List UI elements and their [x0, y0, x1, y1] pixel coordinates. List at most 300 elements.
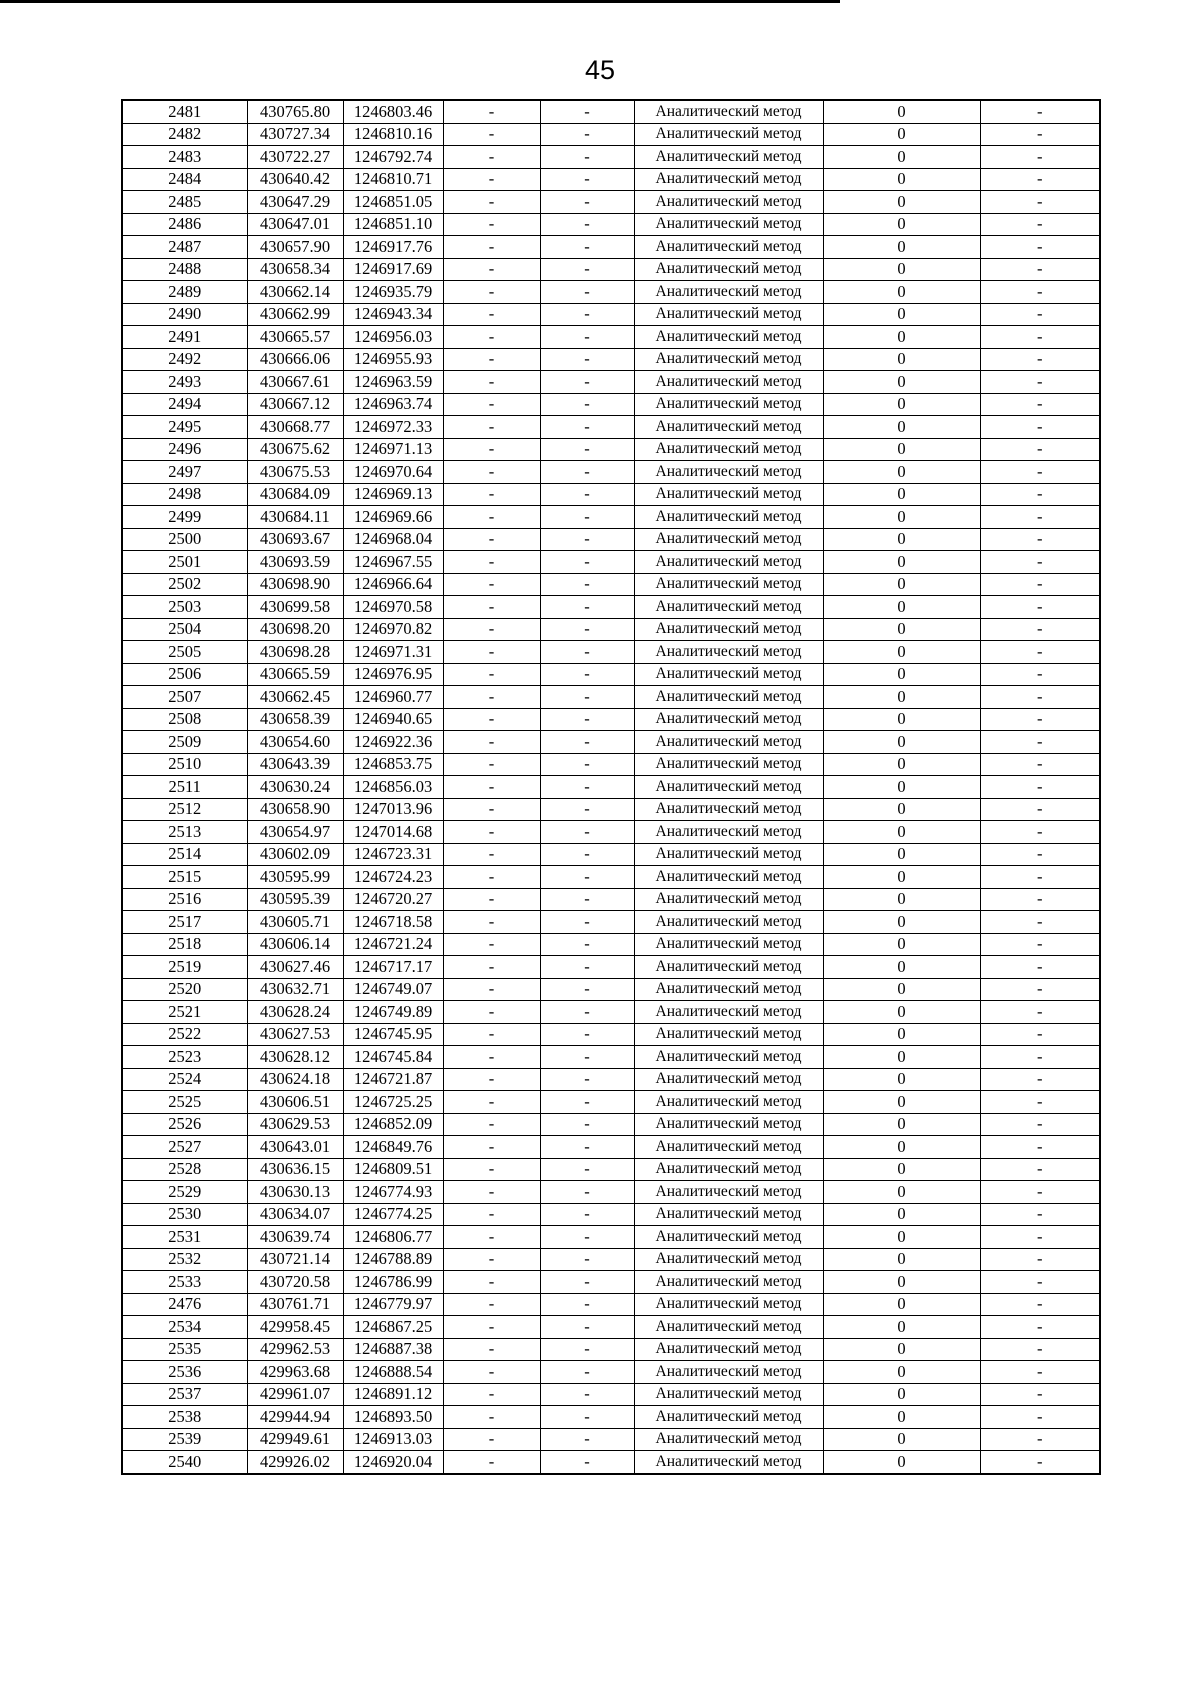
- method-cell: Аналитический метод: [634, 1271, 823, 1294]
- empty-col-8-cell: -: [980, 168, 1100, 191]
- method-cell: Аналитический метод: [634, 753, 823, 776]
- empty-col-4-cell: -: [443, 416, 540, 439]
- method-cell: Аналитический метод: [634, 1361, 823, 1384]
- x-coordinate-cell: 430666.06: [247, 348, 343, 371]
- empty-col-5-cell: -: [540, 236, 634, 259]
- x-coordinate-cell: 430628.12: [247, 1046, 343, 1069]
- empty-col-8-cell: -: [980, 371, 1100, 394]
- empty-col-8-cell: -: [980, 798, 1100, 821]
- point-number-cell: 2515: [122, 866, 247, 889]
- point-number-cell: 2528: [122, 1158, 247, 1181]
- method-cell: Аналитический метод: [634, 303, 823, 326]
- point-number-cell: 2519: [122, 956, 247, 979]
- x-coordinate-cell: 430667.61: [247, 371, 343, 394]
- empty-col-8-cell: -: [980, 1361, 1100, 1384]
- error-value-cell: 0: [823, 371, 980, 394]
- method-cell: Аналитический метод: [634, 1383, 823, 1406]
- y-coordinate-cell: 1246966.64: [343, 573, 443, 596]
- table-row: [122, 641, 1100, 664]
- method-cell: Аналитический метод: [634, 978, 823, 1001]
- table-row: [122, 191, 1100, 214]
- empty-col-4-cell: -: [443, 100, 540, 123]
- point-number-cell: 2492: [122, 348, 247, 371]
- x-coordinate-cell: 430634.07: [247, 1203, 343, 1226]
- empty-col-8-cell: -: [980, 911, 1100, 934]
- table-row: [122, 528, 1100, 551]
- empty-col-5-cell: -: [540, 708, 634, 731]
- empty-col-4-cell: -: [443, 551, 540, 574]
- empty-col-8-cell: -: [980, 731, 1100, 754]
- empty-col-8-cell: -: [980, 213, 1100, 236]
- empty-col-5-cell: -: [540, 1001, 634, 1024]
- empty-col-4-cell: -: [443, 798, 540, 821]
- error-value-cell: 0: [823, 393, 980, 416]
- y-coordinate-cell: 1246724.23: [343, 866, 443, 889]
- empty-col-8-cell: -: [980, 663, 1100, 686]
- empty-col-5-cell: -: [540, 1113, 634, 1136]
- method-cell: Аналитический метод: [634, 888, 823, 911]
- error-value-cell: 0: [823, 708, 980, 731]
- empty-col-5-cell: -: [540, 281, 634, 304]
- empty-col-4-cell: -: [443, 1428, 540, 1451]
- x-coordinate-cell: 430657.90: [247, 236, 343, 259]
- method-cell: Аналитический метод: [634, 1181, 823, 1204]
- x-coordinate-cell: 429944.94: [247, 1406, 343, 1429]
- empty-col-8-cell: -: [980, 258, 1100, 281]
- point-number-cell: 2507: [122, 686, 247, 709]
- x-coordinate-cell: 430761.71: [247, 1293, 343, 1316]
- y-coordinate-cell: 1246969.13: [343, 483, 443, 506]
- error-value-cell: 0: [823, 1203, 980, 1226]
- method-cell: Аналитический метод: [634, 1091, 823, 1114]
- x-coordinate-cell: 430721.14: [247, 1248, 343, 1271]
- empty-col-5-cell: -: [540, 1068, 634, 1091]
- y-coordinate-cell: 1246851.10: [343, 213, 443, 236]
- y-coordinate-cell: 1246893.50: [343, 1406, 443, 1429]
- error-value-cell: 0: [823, 1338, 980, 1361]
- point-number-cell: 2527: [122, 1136, 247, 1159]
- empty-col-8-cell: -: [980, 1293, 1100, 1316]
- empty-col-4-cell: -: [443, 753, 540, 776]
- table-row: [122, 416, 1100, 439]
- empty-col-8-cell: -: [980, 708, 1100, 731]
- empty-col-4-cell: -: [443, 348, 540, 371]
- y-coordinate-cell: 1246913.03: [343, 1428, 443, 1451]
- empty-col-8-cell: -: [980, 1271, 1100, 1294]
- empty-col-4-cell: -: [443, 776, 540, 799]
- table-row: [122, 461, 1100, 484]
- empty-col-4-cell: -: [443, 843, 540, 866]
- x-coordinate-cell: 430727.34: [247, 123, 343, 146]
- empty-col-5-cell: -: [540, 100, 634, 123]
- error-value-cell: 0: [823, 1226, 980, 1249]
- empty-col-5-cell: -: [540, 1158, 634, 1181]
- empty-col-5-cell: -: [540, 1046, 634, 1069]
- method-cell: Аналитический метод: [634, 438, 823, 461]
- error-value-cell: 0: [823, 1316, 980, 1339]
- error-value-cell: 0: [823, 1181, 980, 1204]
- method-cell: Аналитический метод: [634, 1226, 823, 1249]
- point-number-cell: 2501: [122, 551, 247, 574]
- table-row: [122, 1338, 1100, 1361]
- error-value-cell: 0: [823, 1136, 980, 1159]
- empty-col-5-cell: -: [540, 663, 634, 686]
- x-coordinate-cell: 430628.24: [247, 1001, 343, 1024]
- method-cell: Аналитический метод: [634, 708, 823, 731]
- x-coordinate-cell: 430654.60: [247, 731, 343, 754]
- error-value-cell: 0: [823, 1451, 980, 1474]
- x-coordinate-cell: 430636.15: [247, 1158, 343, 1181]
- error-value-cell: 0: [823, 191, 980, 214]
- empty-col-4-cell: -: [443, 461, 540, 484]
- y-coordinate-cell: 1246968.04: [343, 528, 443, 551]
- point-number-cell: 2533: [122, 1271, 247, 1294]
- method-cell: Аналитический метод: [634, 1113, 823, 1136]
- coordinates-table: [121, 99, 1101, 1475]
- empty-col-8-cell: -: [980, 236, 1100, 259]
- empty-col-5-cell: -: [540, 551, 634, 574]
- error-value-cell: 0: [823, 956, 980, 979]
- point-number-cell: 2536: [122, 1361, 247, 1384]
- method-cell: Аналитический метод: [634, 911, 823, 934]
- x-coordinate-cell: 429958.45: [247, 1316, 343, 1339]
- empty-col-8-cell: -: [980, 1451, 1100, 1474]
- y-coordinate-cell: 1246956.03: [343, 326, 443, 349]
- y-coordinate-cell: 1246717.17: [343, 956, 443, 979]
- empty-col-5-cell: -: [540, 1226, 634, 1249]
- empty-col-5-cell: -: [540, 933, 634, 956]
- method-cell: Аналитический метод: [634, 573, 823, 596]
- point-number-cell: 2482: [122, 123, 247, 146]
- empty-col-4-cell: -: [443, 933, 540, 956]
- empty-col-4-cell: -: [443, 326, 540, 349]
- point-number-cell: 2496: [122, 438, 247, 461]
- x-coordinate-cell: 430658.90: [247, 798, 343, 821]
- empty-col-8-cell: -: [980, 1136, 1100, 1159]
- empty-col-8-cell: -: [980, 1383, 1100, 1406]
- point-number-cell: 2481: [122, 100, 247, 123]
- point-number-cell: 2488: [122, 258, 247, 281]
- point-number-cell: 2500: [122, 528, 247, 551]
- method-cell: Аналитический метод: [634, 731, 823, 754]
- x-coordinate-cell: 430640.42: [247, 168, 343, 191]
- empty-col-8-cell: -: [980, 191, 1100, 214]
- error-value-cell: 0: [823, 1248, 980, 1271]
- error-value-cell: 0: [823, 776, 980, 799]
- error-value-cell: 0: [823, 641, 980, 664]
- empty-col-8-cell: -: [980, 461, 1100, 484]
- empty-col-8-cell: -: [980, 573, 1100, 596]
- x-coordinate-cell: 430647.29: [247, 191, 343, 214]
- y-coordinate-cell: 1246810.71: [343, 168, 443, 191]
- table-row: [122, 1226, 1100, 1249]
- point-number-cell: 2523: [122, 1046, 247, 1069]
- empty-col-4-cell: -: [443, 371, 540, 394]
- empty-col-4-cell: -: [443, 1226, 540, 1249]
- table-row: [122, 506, 1100, 529]
- empty-col-5-cell: -: [540, 978, 634, 1001]
- point-number-cell: 2508: [122, 708, 247, 731]
- empty-col-4-cell: -: [443, 821, 540, 844]
- empty-col-5-cell: -: [540, 776, 634, 799]
- table-row: [122, 1046, 1100, 1069]
- point-number-cell: 2487: [122, 236, 247, 259]
- y-coordinate-cell: 1246725.25: [343, 1091, 443, 1114]
- empty-col-4-cell: -: [443, 123, 540, 146]
- empty-col-5-cell: -: [540, 1248, 634, 1271]
- point-number-cell: 2494: [122, 393, 247, 416]
- empty-col-5-cell: -: [540, 843, 634, 866]
- table-row: [122, 100, 1100, 123]
- empty-col-4-cell: -: [443, 146, 540, 169]
- empty-col-8-cell: -: [980, 978, 1100, 1001]
- x-coordinate-cell: 430629.53: [247, 1113, 343, 1136]
- empty-col-5-cell: -: [540, 731, 634, 754]
- table-row: [122, 1428, 1100, 1451]
- point-number-cell: 2529: [122, 1181, 247, 1204]
- error-value-cell: 0: [823, 731, 980, 754]
- table-row: [122, 1248, 1100, 1271]
- empty-col-5-cell: -: [540, 1361, 634, 1384]
- empty-col-8-cell: -: [980, 528, 1100, 551]
- method-cell: Аналитический метод: [634, 123, 823, 146]
- empty-col-5-cell: -: [540, 1271, 634, 1294]
- error-value-cell: 0: [823, 438, 980, 461]
- y-coordinate-cell: 1246786.99: [343, 1271, 443, 1294]
- empty-col-4-cell: -: [443, 573, 540, 596]
- error-value-cell: 0: [823, 911, 980, 934]
- point-number-cell: 2522: [122, 1023, 247, 1046]
- point-number-cell: 2531: [122, 1226, 247, 1249]
- empty-col-4-cell: -: [443, 393, 540, 416]
- point-number-cell: 2526: [122, 1113, 247, 1136]
- y-coordinate-cell: 1246917.76: [343, 236, 443, 259]
- empty-col-8-cell: -: [980, 753, 1100, 776]
- empty-col-5-cell: -: [540, 438, 634, 461]
- empty-col-5-cell: -: [540, 371, 634, 394]
- x-coordinate-cell: 430647.01: [247, 213, 343, 236]
- empty-col-4-cell: -: [443, 168, 540, 191]
- point-number-cell: 2497: [122, 461, 247, 484]
- error-value-cell: 0: [823, 483, 980, 506]
- empty-col-4-cell: -: [443, 888, 540, 911]
- y-coordinate-cell: 1246922.36: [343, 731, 443, 754]
- empty-col-5-cell: -: [540, 888, 634, 911]
- x-coordinate-cell: 430658.39: [247, 708, 343, 731]
- error-value-cell: 0: [823, 1046, 980, 1069]
- empty-col-8-cell: -: [980, 551, 1100, 574]
- empty-col-4-cell: -: [443, 483, 540, 506]
- point-number-cell: 2525: [122, 1091, 247, 1114]
- empty-col-5-cell: -: [540, 596, 634, 619]
- table-row: [122, 1113, 1100, 1136]
- error-value-cell: 0: [823, 551, 980, 574]
- y-coordinate-cell: 1246888.54: [343, 1361, 443, 1384]
- y-coordinate-cell: 1246853.75: [343, 753, 443, 776]
- error-value-cell: 0: [823, 1023, 980, 1046]
- error-value-cell: 0: [823, 1158, 980, 1181]
- y-coordinate-cell: 1246721.24: [343, 933, 443, 956]
- empty-col-4-cell: -: [443, 596, 540, 619]
- table-row: [122, 1068, 1100, 1091]
- point-number-cell: 2483: [122, 146, 247, 169]
- empty-col-4-cell: -: [443, 1316, 540, 1339]
- table-row: [122, 551, 1100, 574]
- empty-col-8-cell: -: [980, 641, 1100, 664]
- empty-col-8-cell: -: [980, 1023, 1100, 1046]
- table-row: [122, 438, 1100, 461]
- x-coordinate-cell: 430693.59: [247, 551, 343, 574]
- y-coordinate-cell: 1247014.68: [343, 821, 443, 844]
- point-number-cell: 2506: [122, 663, 247, 686]
- empty-col-5-cell: -: [540, 798, 634, 821]
- empty-col-5-cell: -: [540, 1406, 634, 1429]
- empty-col-8-cell: -: [980, 1046, 1100, 1069]
- method-cell: Аналитический метод: [634, 686, 823, 709]
- error-value-cell: 0: [823, 1091, 980, 1114]
- y-coordinate-cell: 1246803.46: [343, 100, 443, 123]
- error-value-cell: 0: [823, 1428, 980, 1451]
- empty-col-5-cell: -: [540, 1451, 634, 1474]
- y-coordinate-cell: 1246935.79: [343, 281, 443, 304]
- method-cell: Аналитический метод: [634, 1406, 823, 1429]
- empty-col-8-cell: -: [980, 393, 1100, 416]
- x-coordinate-cell: 430627.46: [247, 956, 343, 979]
- error-value-cell: 0: [823, 303, 980, 326]
- table-row: [122, 978, 1100, 1001]
- table-row: [122, 708, 1100, 731]
- x-coordinate-cell: 430765.80: [247, 100, 343, 123]
- error-value-cell: 0: [823, 236, 980, 259]
- x-coordinate-cell: 430606.51: [247, 1091, 343, 1114]
- y-coordinate-cell: 1246749.07: [343, 978, 443, 1001]
- method-cell: Аналитический метод: [634, 461, 823, 484]
- empty-col-5-cell: -: [540, 573, 634, 596]
- method-cell: Аналитический метод: [634, 281, 823, 304]
- method-cell: Аналитический метод: [634, 866, 823, 889]
- method-cell: Аналитический метод: [634, 348, 823, 371]
- method-cell: Аналитический метод: [634, 1023, 823, 1046]
- empty-col-5-cell: -: [540, 1023, 634, 1046]
- empty-col-4-cell: -: [443, 213, 540, 236]
- table-row: [122, 258, 1100, 281]
- table-row: [122, 933, 1100, 956]
- empty-col-5-cell: -: [540, 753, 634, 776]
- empty-col-5-cell: -: [540, 528, 634, 551]
- x-coordinate-cell: 430693.67: [247, 528, 343, 551]
- y-coordinate-cell: 1246969.66: [343, 506, 443, 529]
- empty-col-5-cell: -: [540, 506, 634, 529]
- x-coordinate-cell: 429926.02: [247, 1451, 343, 1474]
- empty-col-8-cell: -: [980, 1248, 1100, 1271]
- empty-col-5-cell: -: [540, 618, 634, 641]
- empty-col-8-cell: -: [980, 483, 1100, 506]
- y-coordinate-cell: 1246809.51: [343, 1158, 443, 1181]
- empty-col-8-cell: -: [980, 1203, 1100, 1226]
- error-value-cell: 0: [823, 978, 980, 1001]
- y-coordinate-cell: 1246723.31: [343, 843, 443, 866]
- table-row: [122, 1158, 1100, 1181]
- x-coordinate-cell: 430665.59: [247, 663, 343, 686]
- point-number-cell: 2530: [122, 1203, 247, 1226]
- empty-col-8-cell: -: [980, 776, 1100, 799]
- empty-col-8-cell: -: [980, 1428, 1100, 1451]
- table-row: [122, 798, 1100, 821]
- empty-col-8-cell: -: [980, 933, 1100, 956]
- x-coordinate-cell: 429962.53: [247, 1338, 343, 1361]
- x-coordinate-cell: 430658.34: [247, 258, 343, 281]
- x-coordinate-cell: 430720.58: [247, 1271, 343, 1294]
- y-coordinate-cell: 1246774.93: [343, 1181, 443, 1204]
- method-cell: Аналитический метод: [634, 1046, 823, 1069]
- y-coordinate-cell: 1246955.93: [343, 348, 443, 371]
- empty-col-8-cell: -: [980, 1113, 1100, 1136]
- x-coordinate-cell: 430639.74: [247, 1226, 343, 1249]
- y-coordinate-cell: 1246849.76: [343, 1136, 443, 1159]
- table-row: [122, 821, 1100, 844]
- empty-col-8-cell: -: [980, 843, 1100, 866]
- method-cell: Аналитический метод: [634, 843, 823, 866]
- y-coordinate-cell: 1246943.34: [343, 303, 443, 326]
- empty-col-5-cell: -: [540, 1316, 634, 1339]
- method-cell: Аналитический метод: [634, 100, 823, 123]
- x-coordinate-cell: 430698.20: [247, 618, 343, 641]
- empty-col-5-cell: -: [540, 1203, 634, 1226]
- empty-col-5-cell: -: [540, 641, 634, 664]
- y-coordinate-cell: 1246972.33: [343, 416, 443, 439]
- table-row: [122, 1181, 1100, 1204]
- method-cell: Аналитический метод: [634, 528, 823, 551]
- error-value-cell: 0: [823, 1361, 980, 1384]
- method-cell: Аналитический метод: [634, 506, 823, 529]
- y-coordinate-cell: 1246967.55: [343, 551, 443, 574]
- empty-col-8-cell: -: [980, 100, 1100, 123]
- x-coordinate-cell: 430722.27: [247, 146, 343, 169]
- x-coordinate-cell: 430698.90: [247, 573, 343, 596]
- table-row: [122, 1001, 1100, 1024]
- x-coordinate-cell: 430662.45: [247, 686, 343, 709]
- point-number-cell: 2539: [122, 1428, 247, 1451]
- empty-col-5-cell: -: [540, 686, 634, 709]
- method-cell: Аналитический метод: [634, 371, 823, 394]
- error-value-cell: 0: [823, 258, 980, 281]
- error-value-cell: 0: [823, 686, 980, 709]
- method-cell: Аналитический метод: [634, 1158, 823, 1181]
- x-coordinate-cell: 430624.18: [247, 1068, 343, 1091]
- point-number-cell: 2489: [122, 281, 247, 304]
- x-coordinate-cell: 430627.53: [247, 1023, 343, 1046]
- table-row: [122, 371, 1100, 394]
- empty-col-4-cell: -: [443, 1136, 540, 1159]
- y-coordinate-cell: 1246856.03: [343, 776, 443, 799]
- method-cell: Аналитический метод: [634, 641, 823, 664]
- x-coordinate-cell: 429963.68: [247, 1361, 343, 1384]
- empty-col-4-cell: -: [443, 956, 540, 979]
- error-value-cell: 0: [823, 663, 980, 686]
- error-value-cell: 0: [823, 618, 980, 641]
- x-coordinate-cell: 430606.14: [247, 933, 343, 956]
- empty-col-5-cell: -: [540, 348, 634, 371]
- empty-col-8-cell: -: [980, 1068, 1100, 1091]
- method-cell: Аналитический метод: [634, 776, 823, 799]
- y-coordinate-cell: 1246721.87: [343, 1068, 443, 1091]
- point-number-cell: 2498: [122, 483, 247, 506]
- empty-col-5-cell: -: [540, 483, 634, 506]
- x-coordinate-cell: 430665.57: [247, 326, 343, 349]
- empty-col-4-cell: -: [443, 708, 540, 731]
- empty-col-5-cell: -: [540, 123, 634, 146]
- method-cell: Аналитический метод: [634, 483, 823, 506]
